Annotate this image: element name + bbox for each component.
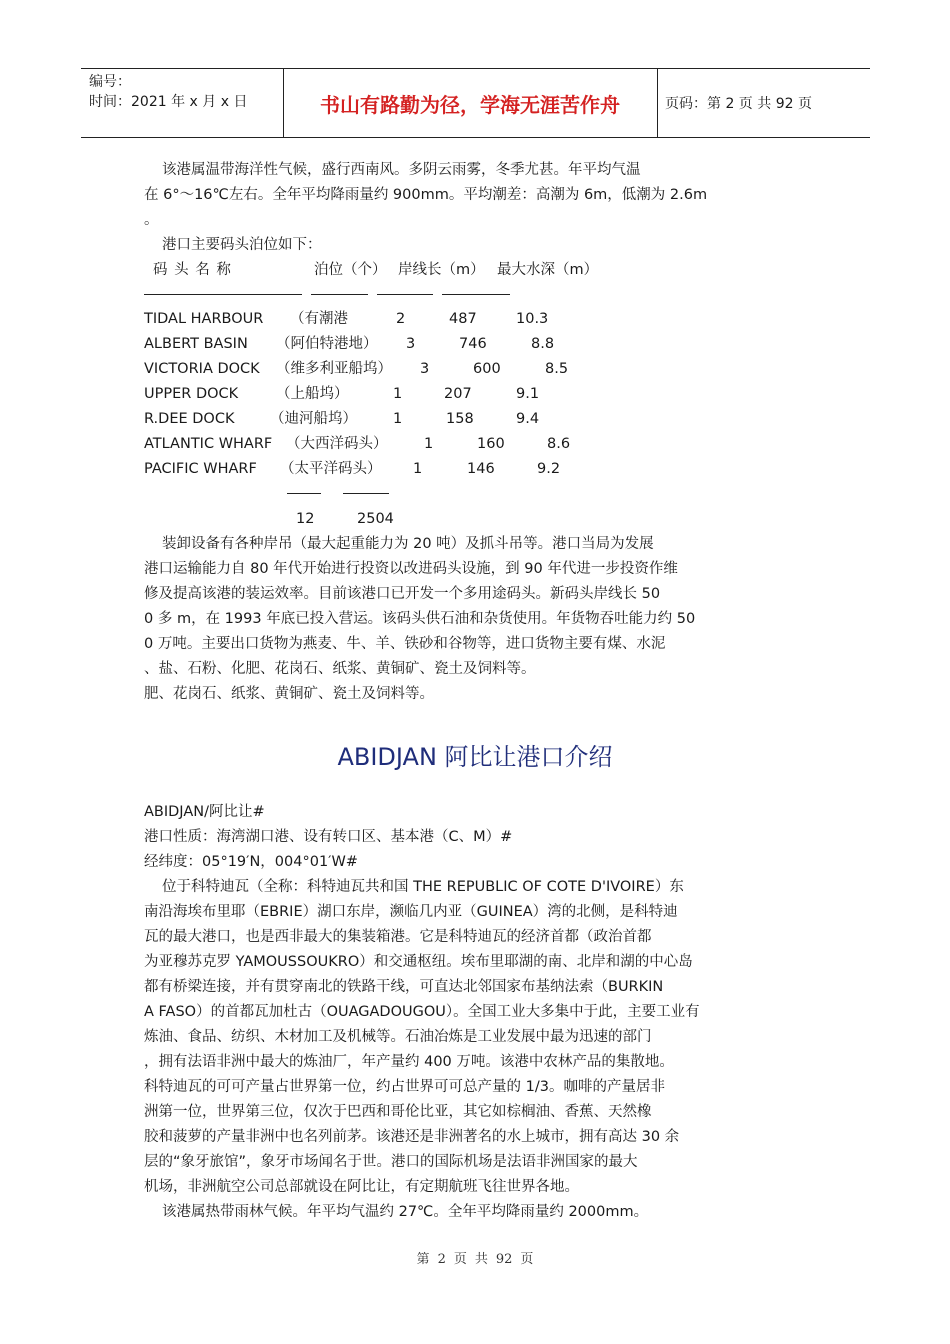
footer-text: 共 <box>474 1252 488 1267</box>
port-nature: 港口性质：海湾湖口港、设有转口区、基本港（C、M）# <box>144 829 513 845</box>
dock-berths: 1 <box>393 411 403 427</box>
berth-intro: 港口主要码头泊位如下： <box>162 237 322 253</box>
paragraph-line: ，拥有法语非洲中最大的炼油厂，年产量约 400 万吨。该港中农林产品的集散地。 <box>144 1054 674 1070</box>
port-code: ABIDJAN/阿比让# <box>144 804 265 820</box>
total-rule <box>287 493 321 494</box>
page-footer <box>0 1248 950 1267</box>
dock-name: PACIFIC WHARF <box>144 461 257 477</box>
dock-berths: 3 <box>406 336 416 352</box>
table-header-length: 岸线长（m） <box>398 262 485 278</box>
dock-length: 746 <box>459 336 487 352</box>
paragraph-line: 层的“象牙旅馆”，象牙市场闻名于世。港口的国际机场是法语非洲国家的最大 <box>144 1154 638 1170</box>
dock-name-cn: （太平洋码头） <box>280 461 382 477</box>
dock-name: TIDAL HARBOUR <box>144 311 264 327</box>
dock-name-cn: （阿伯特港地） <box>276 336 378 352</box>
footer-current-page: 2 <box>437 1252 446 1267</box>
paragraph-line: 南沿海埃布里耶（EBRIE）湖口东岸，濒临几内亚（GUINEA）湾的北侧，是科特迪 <box>144 904 678 920</box>
dock-depth: 8.8 <box>531 336 555 352</box>
paragraph-line: 0 多 m，在 1993 年底已投入营运。该码头供石油和杂货使用。年货物吞吐能力约 50 <box>144 611 696 627</box>
paragraph-line: 为亚穆苏克罗 YAMOUSSOUKRO）和交通枢纽。埃布里耶湖的南、北岸和湖的中心岛 <box>144 954 693 970</box>
paragraph-line: 修及提高该港的装运效率。目前该港口已开发一个多用途码头。新码头岸线长 50 <box>144 586 661 602</box>
paragraph-line: 。 <box>144 212 159 228</box>
dock-depth: 9.4 <box>516 411 540 427</box>
table-header-name: 码 头 名 称 <box>153 262 232 278</box>
paragraph-line: 炼油、食品、纺织、木材加工及机械等。石油冶炼是工业发展中最为迅速的部门 <box>144 1029 652 1045</box>
paragraph-line: 机场，非洲航空公司总部就设在阿比让，有定期航班飞往世界各地。 <box>144 1179 579 1195</box>
table-header-depth: 最大水深（m） <box>497 262 599 278</box>
dock-length: 600 <box>473 361 501 377</box>
footer-text: 页 <box>453 1252 467 1267</box>
dock-name: VICTORIA DOCK <box>144 361 260 377</box>
paragraph-line: 瓦的最大港口，也是西非最大的集装箱港。它是科特迪瓦的经济首都（政治首都 <box>144 929 652 945</box>
paragraph-line: 、盐、石粉、化肥、花岗石、纸浆、黄铜矿、瓷土及饲料等。 <box>144 661 536 677</box>
section-title: ABIDJAN 阿比让港口介绍 <box>337 743 613 771</box>
footer-text: 第 <box>416 1252 430 1267</box>
total-length: 2504 <box>357 511 394 527</box>
paragraph-line: 胶和菠萝的产量非洲中也名列前茅。该港还是非洲著名的水上城市，拥有高达 30 余 <box>144 1129 680 1145</box>
paragraph-line: 该港属热带雨林气候。年平均气温约 27℃。全年平均降雨量约 2000mm。 <box>162 1204 649 1220</box>
dock-length: 207 <box>444 386 472 402</box>
dock-berths: 1 <box>413 461 423 477</box>
table-rule <box>442 294 510 295</box>
dock-name-cn: （维多利亚船坞） <box>276 361 392 377</box>
dock-berths: 2 <box>396 311 406 327</box>
paragraph-line: 科特迪瓦的可可产量占世界第一位，约占世界可可总产量的 1/3。咖啡的产量居非 <box>144 1079 665 1095</box>
paragraph-line: 0 万吨。主要出口货物为燕麦、牛、羊、铁砂和谷物等，进口货物主要有煤、水泥 <box>144 636 666 652</box>
dock-name: ALBERT BASIN <box>144 336 248 352</box>
dock-name-cn: （上船坞） <box>276 386 349 402</box>
table-rule <box>311 294 368 295</box>
page-header <box>81 68 870 138</box>
dock-length: 487 <box>449 311 477 327</box>
total-rule <box>343 493 389 494</box>
dock-name: ATLANTIC WHARF <box>144 436 273 452</box>
document-number-label: 编号： <box>89 74 131 90</box>
dock-name-cn: （有潮港 <box>290 311 348 327</box>
dock-berths: 1 <box>424 436 434 452</box>
dock-name: UPPER DOCK <box>144 386 239 402</box>
dock-name-cn: （迪河船坞） <box>270 411 357 427</box>
header-motto: 书山有路勤为径，学海无涯苦作舟 <box>320 92 620 117</box>
dock-berths: 1 <box>393 386 403 402</box>
dock-depth: 9.2 <box>537 461 561 477</box>
paragraph-line: 洲第一位，世界第三位，仅次于巴西和哥伦比亚，其它如棕榈油、香蕉、天然橡 <box>144 1104 652 1120</box>
dock-length: 158 <box>446 411 474 427</box>
port-coordinates: 经纬度：05°19′N，004°01′W# <box>144 854 358 870</box>
table-rule <box>144 294 302 295</box>
paragraph-line: 位于科特迪瓦（全称：科特迪瓦共和国 THE REPUBLIC OF COTE D'IVOIRE）东 <box>162 879 684 895</box>
header-page-info: 页码：第 2 页 共 92 页 <box>665 96 812 112</box>
paragraph-line: 装卸设备有各种岸吊（最大起重能力为 20 吨）及抓斗吊等。港口当局为发展 <box>162 536 654 552</box>
header-meta <box>89 72 247 112</box>
paragraph-line: 都有桥梁连接，并有贯穿南北的铁路干线，可直达北邻国家布基纳法索（BURKIN <box>144 979 664 995</box>
paragraph-line: 港口运输能力自 80 年代开始进行投资以改进码头设施，到 90 年代进一步投资作维 <box>144 561 678 577</box>
dock-depth: 8.6 <box>547 436 571 452</box>
paragraph-line: 在 6°～16℃左右。全年平均降雨量约 900mm。平均潮差：高潮为 6m，低潮为 2.6m <box>144 187 708 203</box>
dock-berths: 3 <box>420 361 430 377</box>
paragraph-line: 该港属温带海洋性气候，盛行西南风。多阴云雨雾，冬季尤甚。年平均气温 <box>162 162 641 178</box>
document-date: 时间：2021 年 x 月 x 日 <box>89 94 248 110</box>
dock-length: 146 <box>467 461 495 477</box>
footer-total-pages: 92 <box>495 1252 513 1267</box>
dock-depth: 8.5 <box>545 361 569 377</box>
table-rule <box>377 294 433 295</box>
dock-depth: 9.1 <box>516 386 540 402</box>
paragraph-line: 肥、花岗石、纸浆、黄铜矿、瓷土及饲料等。 <box>144 686 434 702</box>
dock-name: R.DEE DOCK <box>144 411 235 427</box>
table-header-berths: 泊位（个） <box>314 262 387 278</box>
dock-length: 160 <box>477 436 505 452</box>
footer-text: 页 <box>520 1252 534 1267</box>
total-berths: 12 <box>296 511 315 527</box>
dock-name-cn: （大西洋码头） <box>286 436 388 452</box>
dock-depth: 10.3 <box>516 311 549 327</box>
paragraph-line: A FASO）的首都瓦加杜古（OUAGADOUGOU）。全国工业大多集中于此，主要工业有 <box>144 1004 700 1020</box>
header-divider <box>657 69 658 137</box>
